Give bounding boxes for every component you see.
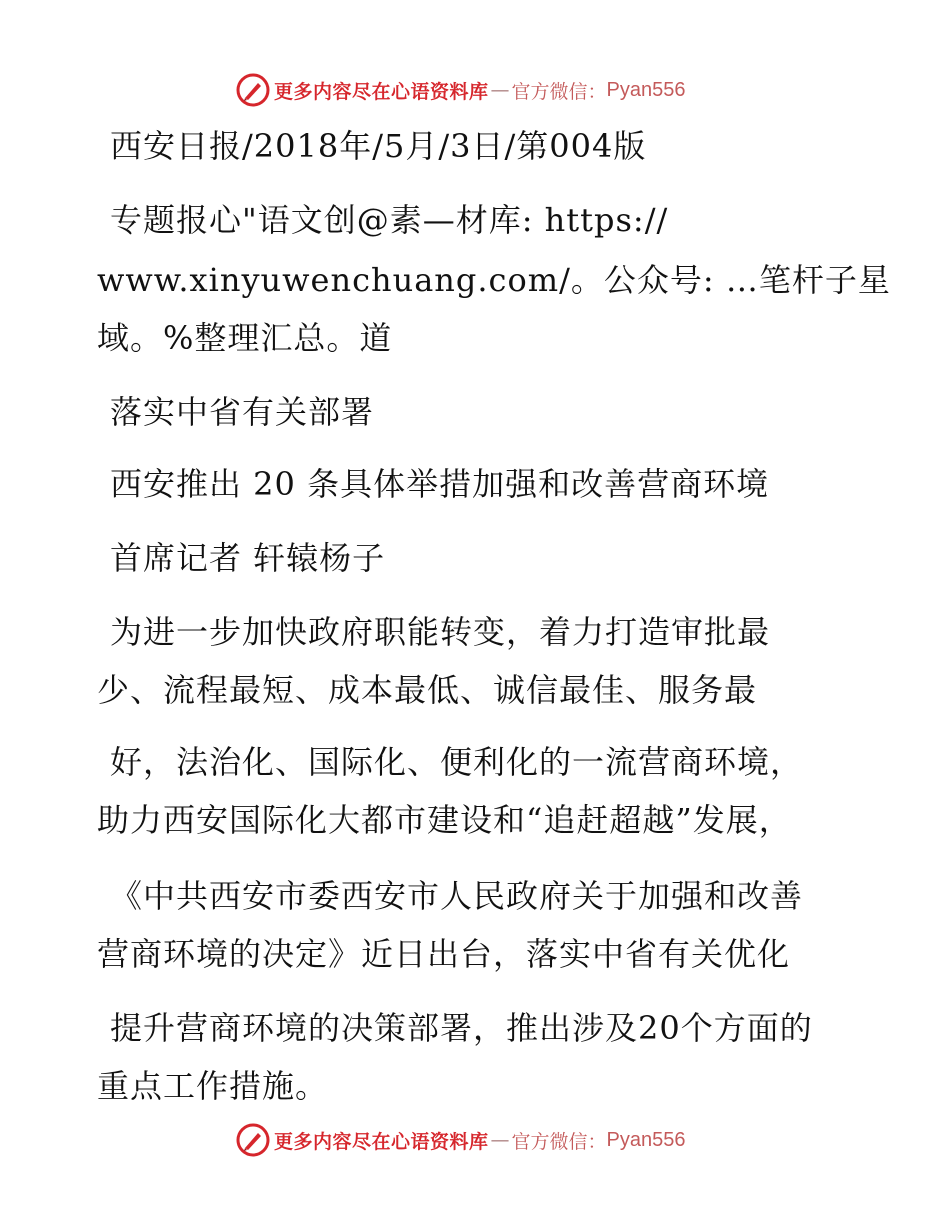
pen-logo-icon (236, 1123, 270, 1157)
body-line-2: 少、流程最短、成本最低、诚信最佳、服务最 (97, 671, 758, 709)
article-headline: 西安推出 20 条具体举措加强和改善营商环境 (110, 465, 770, 503)
body-line-8: 重点工作措施。 (97, 1067, 329, 1105)
pen-logo-icon (236, 73, 270, 107)
banner-brand-text: 更多内容尽在心语资料库 (274, 80, 489, 103)
banner-dash: — (490, 79, 510, 101)
banner-brand-text: 更多内容尽在心语资料库 (274, 1130, 489, 1153)
banner-dash: — (490, 1129, 510, 1151)
notice-line-3: 域。%整理汇总。道 (97, 319, 393, 357)
banner-wechat-id: Pyan556 (606, 1128, 686, 1151)
banner-wechat-label: 官方微信： (511, 1130, 607, 1153)
body-line-7: 提升营商环境的决策部署，推出涉及20个方面的 (110, 1009, 813, 1047)
body-line-1: 为进一步加快政府职能转变，着力打造审批最 (110, 613, 771, 651)
source-line: 西安日报/2018年/5月/3日/第004版 (110, 127, 647, 165)
bottom-watermark-banner (236, 1122, 686, 1158)
banner-wechat-id: Pyan556 (606, 78, 686, 101)
body-line-4: 助力西安国际化大都市建设和“追赶超越”发展， (97, 801, 792, 839)
notice-line-2: www.xinyuwenchuang.com/。公众号: …笔杆子星 (97, 261, 891, 299)
notice-line-1: 专题报心"语文创@素—材库: https:// (110, 201, 669, 239)
article-byline: 首席记者 轩辕杨子 (110, 539, 386, 577)
banner-wechat-label: 官方微信： (511, 80, 607, 103)
body-line-6: 营商环境的决定》近日出台，落实中省有关优化 (97, 935, 791, 973)
top-watermark-banner (236, 72, 686, 108)
body-line-3: 好，法治化、国际化、便利化的一流营商环境， (110, 743, 804, 781)
article-kicker: 落实中省有关部署 (110, 393, 375, 431)
body-line-5: 《中共西安市委西安市人民政府关于加强和改善 (110, 877, 804, 915)
